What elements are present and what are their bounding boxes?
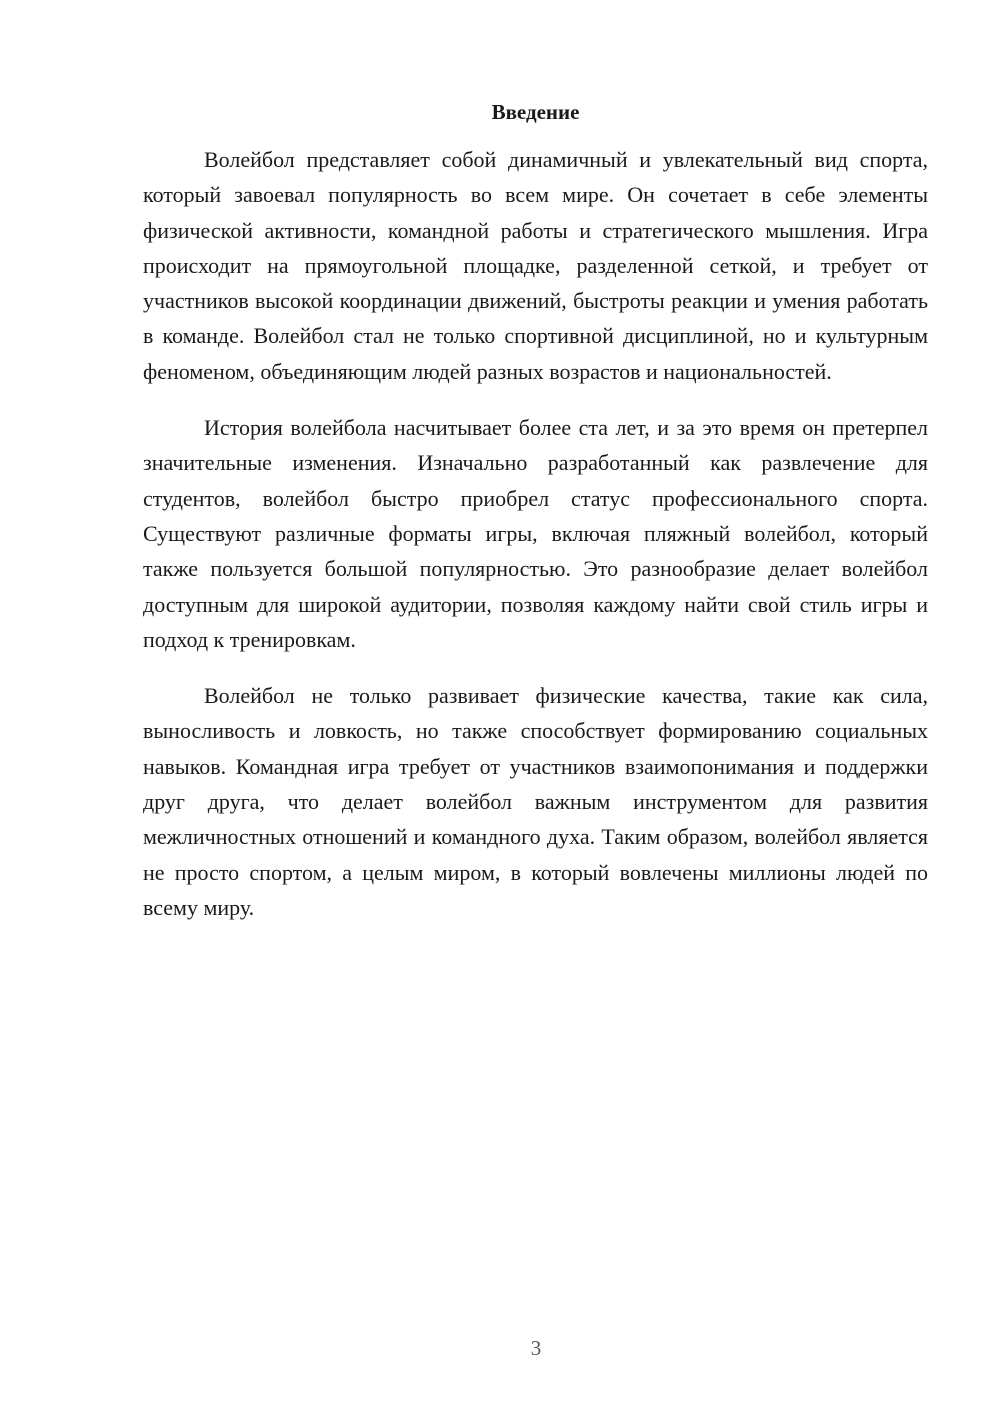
paragraph-2: История волейбола насчитывает более ста лет, и за это время он претерпел значительные изменения. Изначально разработанный как развлечение для студентов, волейбол быстро приобрел статус профессионального спорта. Существуют различные форматы игры, включая пляжный волейбол, который также пользуется большой популярностью. Это разнообразие делает волейбол доступным для широкой аудитории, позволяя каждому найти свой стиль игры и подход к тренировкам.: [143, 415, 928, 652]
section-heading: Введение: [491, 100, 580, 124]
paragraph-3: Волейбол не только развивает физические качества, такие как сила, выносливость и ловкость, но также способствует формированию социальных навыков. Командная игра требует от участников взаимопонимания и поддержки друг друга, что делает волейбол важным инструментом для развития межличностных отношений и командного духа. Таким образом, волейбол является не просто спортом, а целым миром, в который вовлечены миллионы людей по всему миру.: [143, 683, 928, 920]
paragraph-1: Волейбол представляет собой динамичный и увлекательный вид спорта, который завоевал популярность во всем мире. Он сочетает в себе элементы физической активности, командной работы и стратегического мышления. Игра происходит на прямоугольной площадке, разделенной сеткой, и требует от участников высокой координации движений, быстроты реакции и умения работать в команде. Волейбол стал не только спортивной дисциплиной, но и культурным феноменом, объединяющим людей разных возрастов и национальностей.: [143, 147, 928, 384]
document-body: [143, 142, 928, 946]
page-number: 3: [530, 1336, 542, 1360]
